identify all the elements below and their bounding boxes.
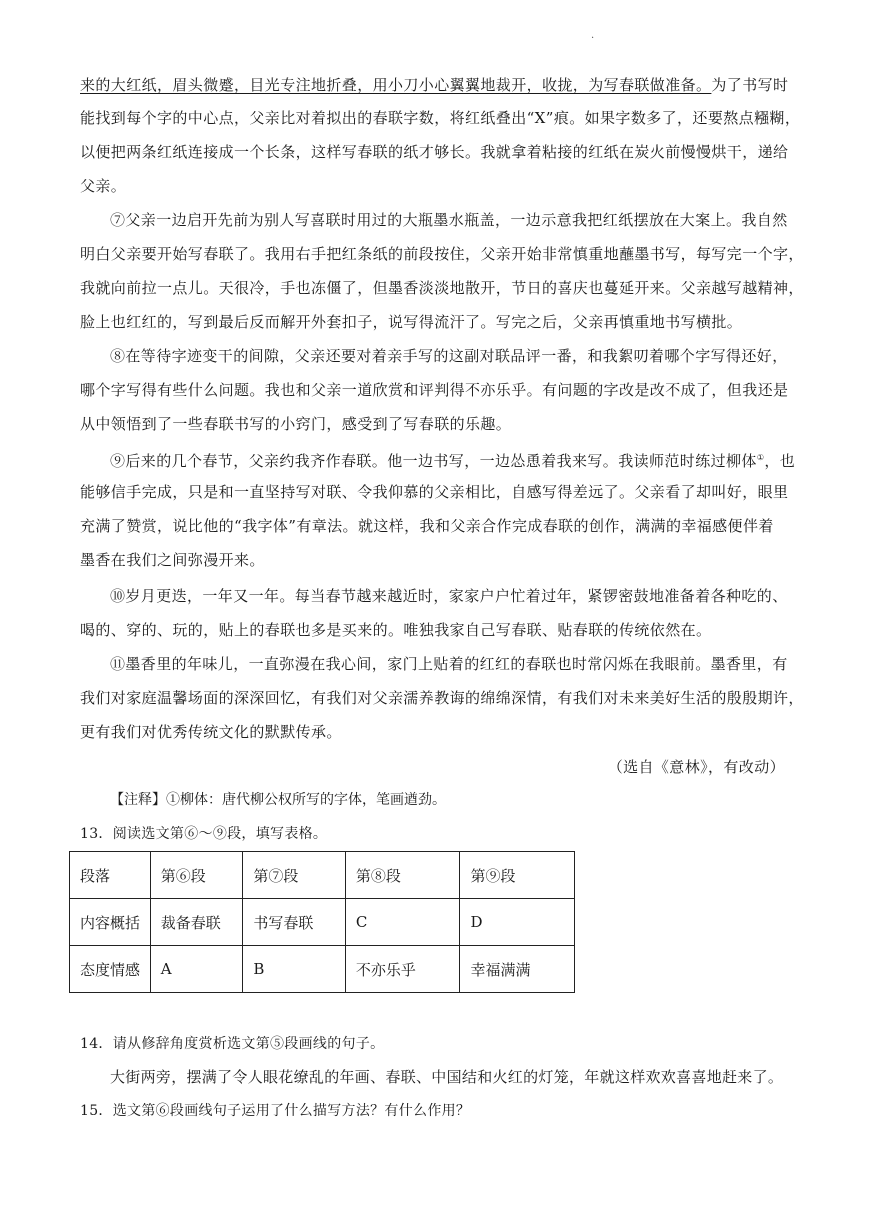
p9-line-2: 能够信手完成，只是和一直坚持写对联、令我仰慕的父亲相比，自感写得差远了。父亲看了却叫好，眼里 <box>80 483 789 501</box>
p9-line-1 <box>110 447 795 472</box>
p7-line-4: 脸上也红红的，写到最后反而解开外套扣子，说写得流汗了。写完之后，父亲再慎重地书写横批。 <box>80 313 743 331</box>
table-row <box>70 946 575 993</box>
p7-line-3: 我就向前拉一点儿。天很冷，手也冻僵了，但墨香淡淡地散开，节日的喜庆也蔓延开来。父亲越写越精神， <box>80 279 804 297</box>
table-cell: 第⑥段 <box>150 852 243 899</box>
table-cell: D <box>460 899 575 946</box>
p10-line-1: ⑩岁月更迭，一年又一年。每当春节越来越近时，家家户户忙着过年，紧锣密鼓地准备着各种吃的、 <box>110 587 788 605</box>
table-row <box>70 899 575 946</box>
source-citation: （选自《意林》，有改动） <box>607 758 785 776</box>
p9-line-1-b: ，也 <box>764 452 796 470</box>
p9-line-1-a: ⑨后来的几个春节，父亲约我齐作春联。他一边书写，一边怂恿着我来写。我读师范时练过柳体 <box>110 452 757 470</box>
table-cell: A <box>150 946 243 993</box>
table-row <box>70 852 575 899</box>
header-dot: . <box>591 30 595 41</box>
table-cell: 第⑧段 <box>345 852 460 899</box>
table-cell: 第⑦段 <box>243 852 346 899</box>
p9-line-4: 墨香在我们之间弥漫开来。 <box>80 551 265 569</box>
table-cell: 段落 <box>70 852 151 899</box>
table-cell: 内容概括 <box>70 899 151 946</box>
p7-line-1: ⑦父亲一边启开先前为别人写喜联时用过的大瓶墨水瓶盖，一边示意我把红纸摆放在大案上。我自然 <box>110 211 788 229</box>
p7-line-2: 明白父亲要开始写春联了。我用右手把红条纸的前段按住，父亲开始非常慎重地蘸墨书写，每写完一个字， <box>80 245 804 263</box>
p6-line-1-rest: 为了书写时 <box>711 76 789 94</box>
table-cell: C <box>345 899 460 946</box>
p6-line-1 <box>80 74 788 96</box>
p6-line-4: 父亲。 <box>80 177 127 195</box>
underlined-sentence: 来的大红纸，眉头微蹙，目光专注地折叠，用小刀小心翼翼地裁开，收拢，为写春联做准备。 <box>80 76 712 94</box>
question-14: 14．请从修辞角度赏析选文第⑤段画线的句子。 <box>80 1036 385 1052</box>
answer-table <box>69 851 575 993</box>
table-cell: 书写春联 <box>243 899 346 946</box>
table-cell: B <box>243 946 346 993</box>
question-14-quote: 大街两旁，摆满了令人眼花缭乱的年画、春联、中国结和火红的灯笼，年就这样欢欢喜喜地赶来了。 <box>110 1068 784 1086</box>
question-13: 13．阅读选文第⑥～⑨段，填写表格。 <box>80 826 328 842</box>
question-15: 15．选文第⑥段画线句子运用了什么描写方法？有什么作用？ <box>80 1103 471 1119</box>
p10-line-2: 喝的、穿的、玩的，贴上的春联也多是买来的。唯独我家自己写春联、贴春联的传统依然在。 <box>80 621 712 639</box>
p11-line-2: 我们对家庭温馨场面的深深回忆，有我们对父亲濡养教诲的绵绵深情，有我们对未来美好生活的殷殷期许， <box>80 689 804 707</box>
p11-line-1: ⑪墨香里的年味儿，一直弥漫在我心间，家门上贴着的红红的春联也时常闪烁在我眼前。墨香里，有 <box>110 655 788 673</box>
footnote-marker: ① <box>756 453 765 462</box>
table-cell: 态度情感 <box>70 946 151 993</box>
p8-line-2: 哪个字写得有些什么问题。我也和父亲一道欣赏和评判得不亦乐乎。有问题的字改是改不成了，但我还是 <box>80 381 789 399</box>
p6-line-3: 以便把两条红纸连接成一个长条，这样写春联的纸才够长。我就拿着粘接的红纸在炭火前慢慢烘干，递给 <box>80 143 789 161</box>
p8-line-1: ⑧在等待字迹变干的间隙，父亲还要对着亲手写的这副对联品评一番，和我絮叨着哪个字写得还好， <box>110 347 788 365</box>
p9-line-3: 充满了赞赏，说比他的“我字体”有章法。就这样，我和父亲合作完成春联的创作，满满的幸福感便伴着 <box>80 517 774 535</box>
table-cell: 幸福满满 <box>460 946 575 993</box>
p6-line-2: 能找到每个字的中心点，父亲比对着拟出的春联字数，将红纸叠出“X”痕。如果字数多了，还要熬点糨糊， <box>80 109 801 127</box>
p8-line-3: 从中领悟到了一些春联书写的小窍门，感受到了写春联的乐趣。 <box>80 415 512 433</box>
p11-line-3: 更有我们对优秀传统文化的默默传承。 <box>80 723 342 741</box>
table-cell: 裁备春联 <box>150 899 243 946</box>
table-cell: 第⑨段 <box>460 852 575 899</box>
annotation-note: 【注释】①柳体：唐代柳公权所写的字体，笔画遒劲。 <box>110 792 446 808</box>
table-cell: 不亦乐乎 <box>345 946 460 993</box>
